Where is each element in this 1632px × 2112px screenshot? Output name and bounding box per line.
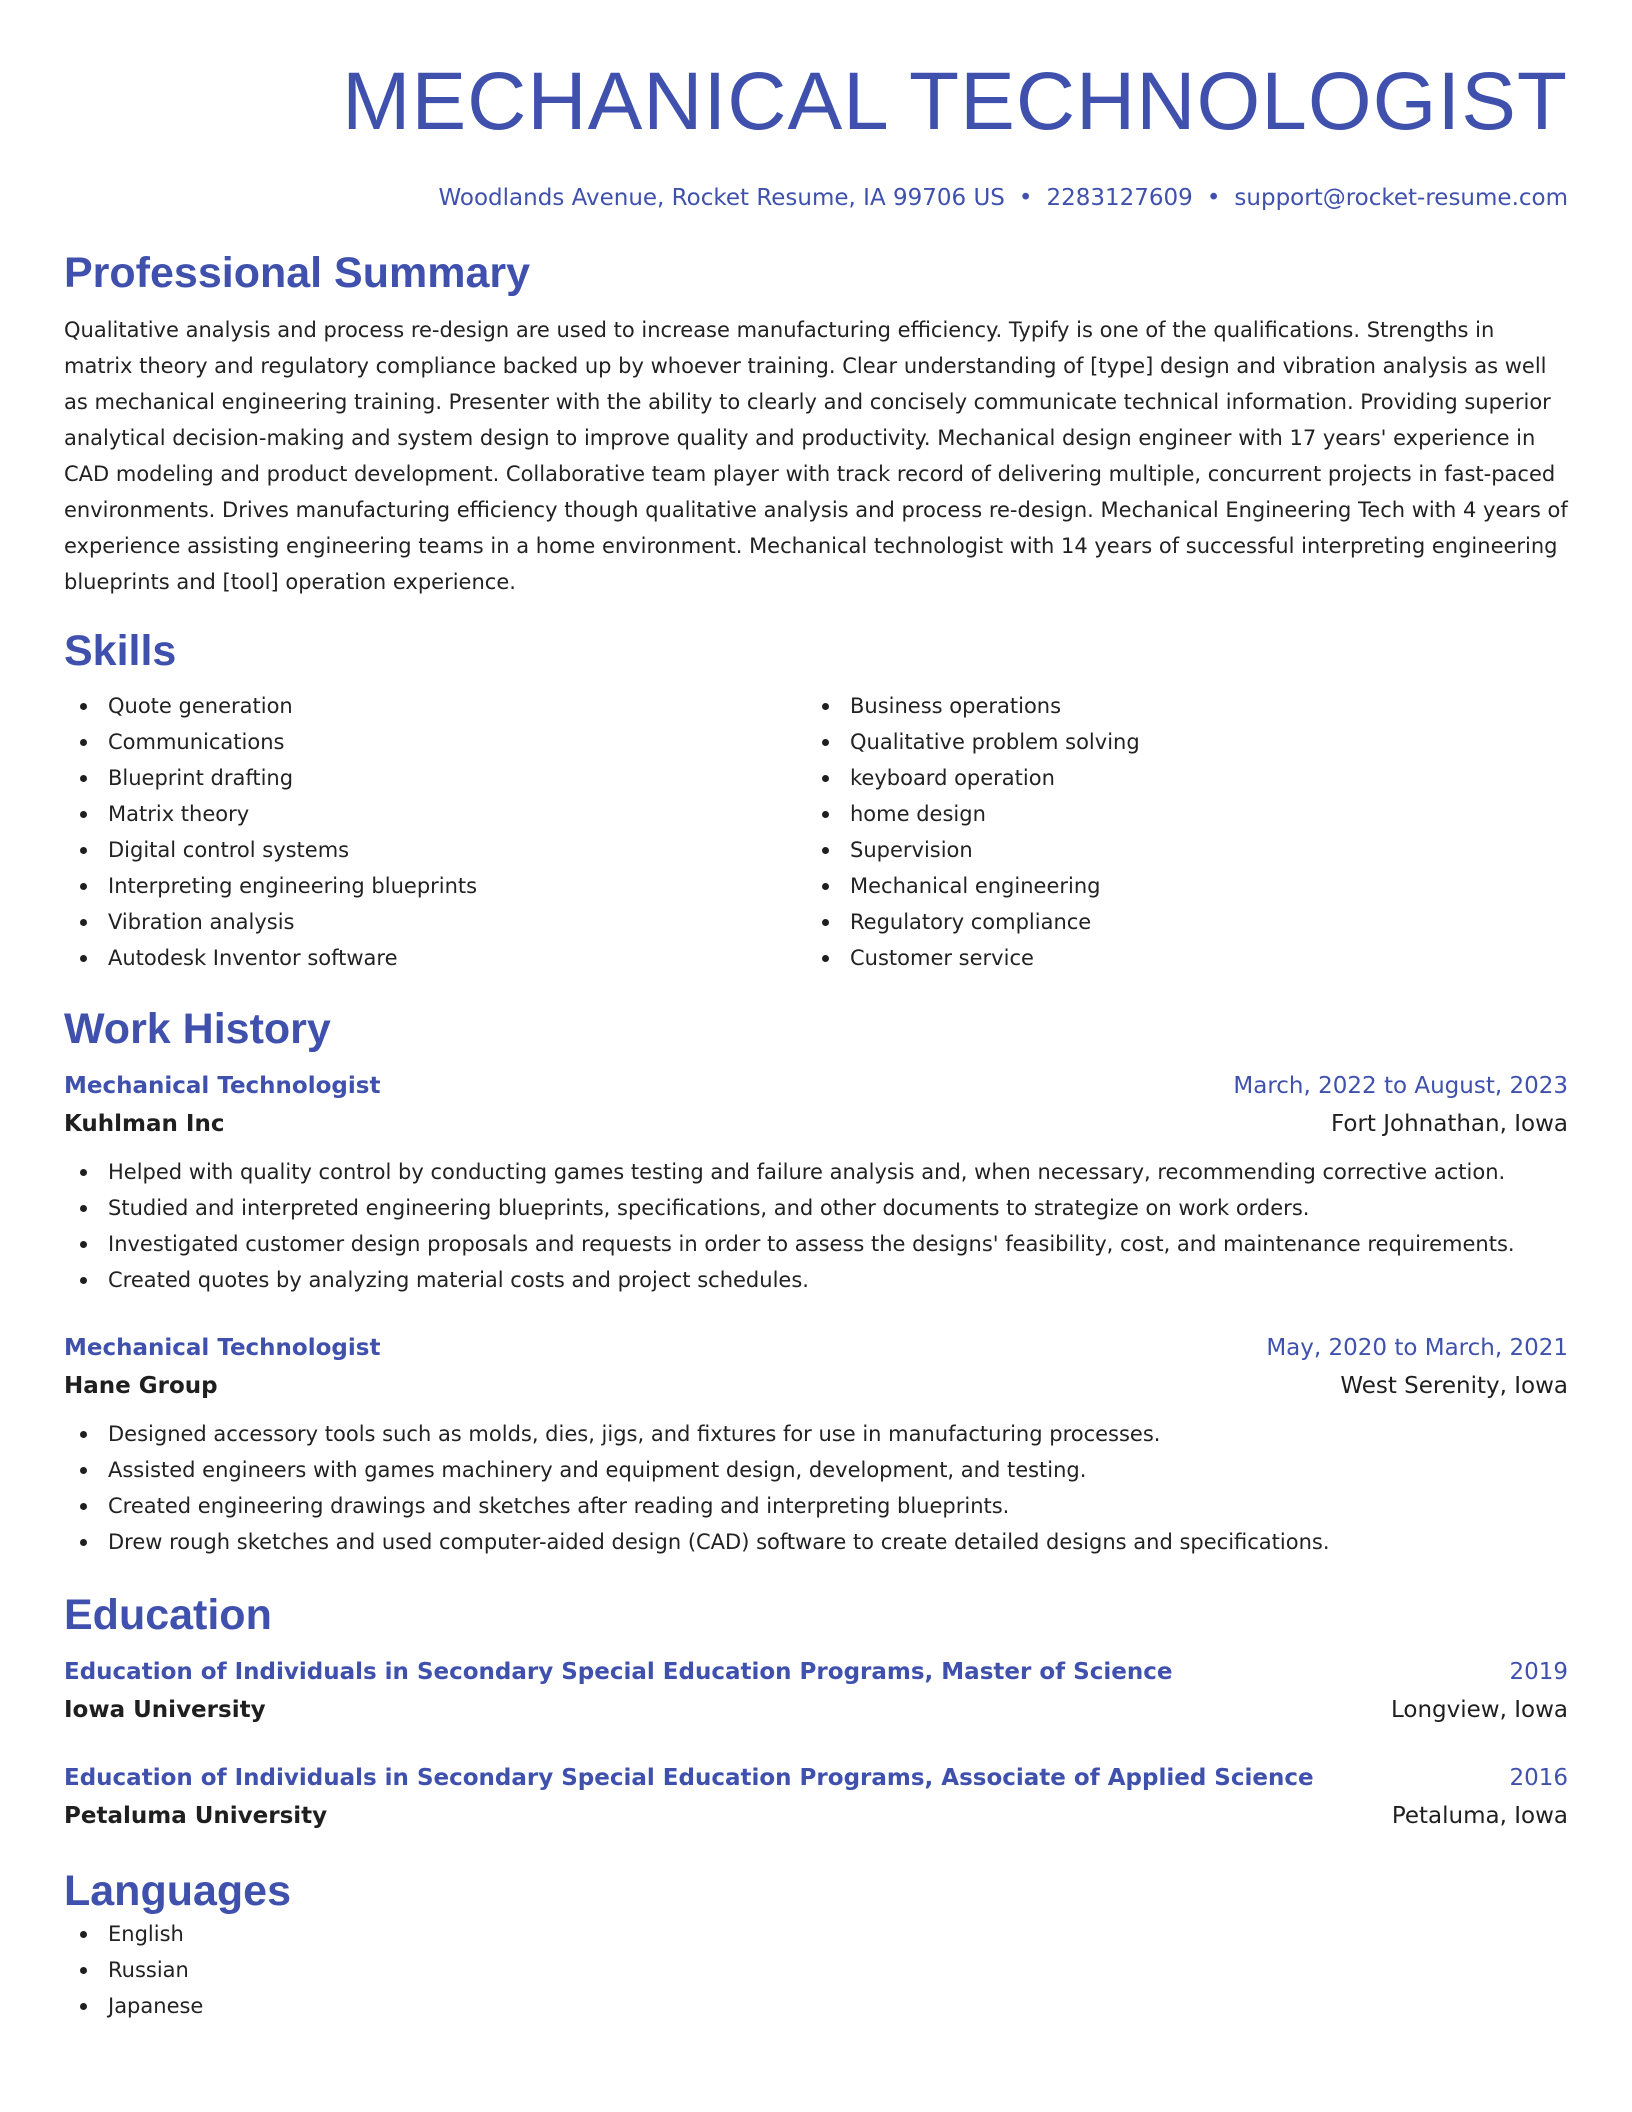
job-entry: [64, 1330, 1568, 1560]
job-title-row: [64, 1330, 1568, 1366]
contact-separator: •: [1206, 185, 1221, 211]
language-item: English: [64, 1916, 1568, 1952]
education-heading: Education: [64, 1591, 272, 1639]
job-title: Mechanical Technologist: [64, 1073, 381, 1099]
job-company: Kuhlman Inc: [64, 1111, 225, 1137]
job-location: West Serenity, Iowa: [1340, 1373, 1568, 1399]
skill-item: home design: [806, 796, 1548, 832]
education-year: 2019: [1509, 1659, 1568, 1685]
education-school-row: [64, 1690, 1568, 1730]
skill-item: Communications: [64, 724, 806, 760]
candidate-name: MECHANICAL TECHNOLOGIST: [342, 56, 1568, 147]
job-company: Hane Group: [64, 1373, 218, 1399]
job-dates: May, 2020 to March, 2021: [1266, 1335, 1568, 1361]
skill-item: Blueprint drafting: [64, 760, 806, 796]
education-degree-row: [64, 1654, 1568, 1690]
skills-list-left: [64, 688, 806, 976]
contact-address: Woodlands Avenue, Rocket Resume, IA 99706 US: [438, 185, 1005, 211]
education-entry: [64, 1760, 1568, 1836]
job-dates: March, 2022 to August, 2023: [1233, 1073, 1568, 1099]
job-bullet: Assisted engineers with games machinery and equipment design, development, and testing.: [64, 1452, 1568, 1488]
skill-item: Interpreting engineering blueprints: [64, 868, 806, 904]
skill-item: keyboard operation: [806, 760, 1548, 796]
skills-columns: [64, 688, 1568, 976]
education-school: Iowa University: [64, 1697, 266, 1723]
job-bullet: Created engineering drawings and sketches after reading and interpreting blueprints.: [64, 1488, 1568, 1524]
job-company-row: [64, 1366, 1568, 1406]
job-bullet: Studied and interpreted engineering blueprints, specifications, and other documents to strategize on work orders.: [64, 1190, 1568, 1226]
skill-item: Qualitative problem solving: [806, 724, 1548, 760]
job-title-row: [64, 1068, 1568, 1104]
skill-item: Matrix theory: [64, 796, 806, 832]
education-degree: Education of Individuals in Secondary Special Education Programs, Associate of Applied Science: [64, 1765, 1314, 1791]
skill-item: Mechanical engineering: [806, 868, 1548, 904]
language-item: Japanese: [64, 1988, 1568, 2024]
job-bullets: [64, 1416, 1568, 1560]
contact-line: [64, 184, 1568, 212]
job-bullet: Created quotes by analyzing material costs and project schedules.: [64, 1262, 1568, 1298]
contact-email: support@rocket-resume.com: [1234, 185, 1568, 211]
language-item: Russian: [64, 1952, 1568, 1988]
job-bullet: Designed accessory tools such as molds, dies, jigs, and fixtures for use in manufacturing processes.: [64, 1416, 1568, 1452]
skill-item: Regulatory compliance: [806, 904, 1548, 940]
job-bullet: Helped with quality control by conducting games testing and failure analysis and, when necessary, recommending corrective action.: [64, 1154, 1568, 1190]
job-location: Fort Johnathan, Iowa: [1330, 1111, 1568, 1137]
job-bullet: Investigated customer design proposals and requests in order to assess the designs' feasibility, cost, and maintenance requirements.: [64, 1226, 1568, 1262]
skill-item: Digital control systems: [64, 832, 806, 868]
education-year: 2016: [1509, 1765, 1568, 1791]
skills-heading: Skills: [64, 627, 177, 675]
education-location: Longview, Iowa: [1390, 1697, 1568, 1723]
education-school: Petaluma University: [64, 1803, 328, 1829]
languages-list: [64, 1916, 1568, 2024]
contact-separator: •: [1018, 185, 1033, 211]
education-entry: [64, 1654, 1568, 1730]
skill-item: Business operations: [806, 688, 1548, 724]
skill-item: Autodesk Inventor software: [64, 940, 806, 976]
job-title: Mechanical Technologist: [64, 1335, 381, 1361]
job-company-row: [64, 1104, 1568, 1144]
education-degree-row: [64, 1760, 1568, 1796]
contact-phone: 2283127609: [1046, 185, 1193, 211]
skill-item: Quote generation: [64, 688, 806, 724]
summary-text: Qualitative analysis and process re-design are used to increase manufacturing efficiency. Typify is one of the qualifications. Strengths in matrix theory and regulatory compliance backed up by whoever training. Clear understanding of [type] design and vibration analysis as well as mechanical engineering training. Presenter with the ability to clearly and concisely communicate technical information. Providing superior analytical decision-making and system design to improve quality and productivity. Mechanical design engineer with 17 years' experience in CAD modeling and product development. Collaborative team player with track record of delivering multiple, concurrent projects in fast-paced environments. Drives manufacturing efficiency though qualitative analysis and process re-design. Mechanical Engineering Tech with 4 years of experience assisting engineering teams in a home environment. Mechanical technologist with 14 years of successful interpreting engineering blueprints and [tool] operation experience.: [64, 318, 1568, 594]
skills-list-right: [806, 688, 1548, 976]
job-bullet: Drew rough sketches and used computer-aided design (CAD) software to create detailed designs and specifications.: [64, 1524, 1568, 1560]
skill-item: Vibration analysis: [64, 904, 806, 940]
summary-heading: Professional Summary: [64, 249, 531, 297]
education-location: Petaluma, Iowa: [1391, 1803, 1568, 1829]
job-bullets: [64, 1154, 1568, 1298]
languages-heading: Languages: [64, 1867, 291, 1915]
work-history-heading: Work History: [64, 1005, 331, 1053]
skill-item: Customer service: [806, 940, 1548, 976]
job-entry: [64, 1068, 1568, 1298]
resume-header: [64, 56, 1568, 212]
skill-item: Supervision: [806, 832, 1548, 868]
education-school-row: [64, 1796, 1568, 1836]
education-degree: Education of Individuals in Secondary Special Education Programs, Master of Science: [64, 1659, 1173, 1685]
